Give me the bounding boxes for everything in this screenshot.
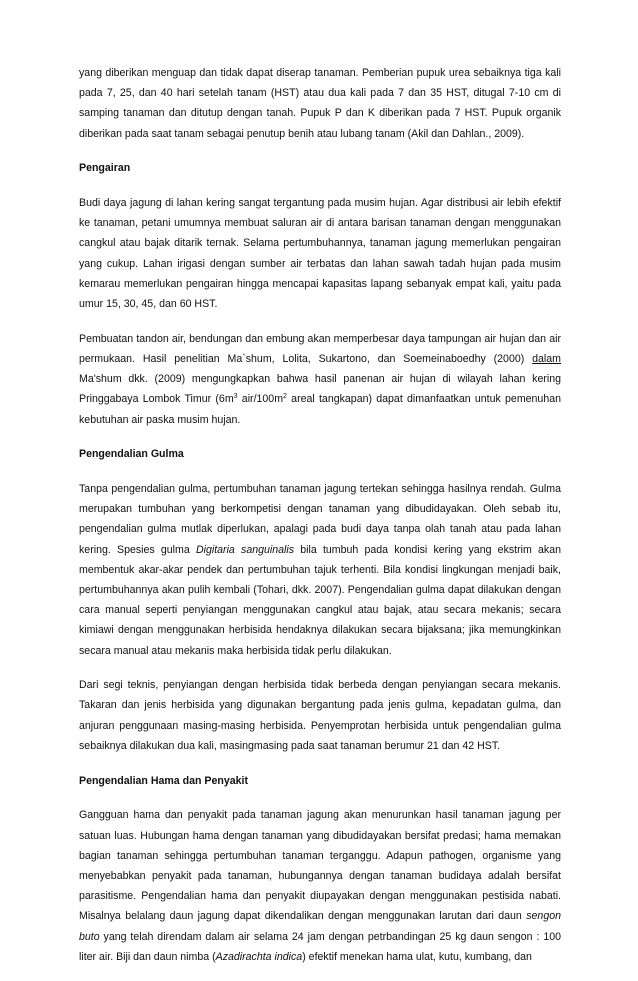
paragraph-pengairan: Budi daya jagung di lahan kering sangat tergantung pada musim hujan. Agar distribusi air lebih efektif ke tanaman, petani umumnya membuat saluran air di antara barisan tanaman dengan menggunakan cangkul atau bajak ditarik ternak. Selama pertumbuhannya, tanaman jagung memerlukan pengairan yang cukup. Lahan irigasi dengan sumber air terbatas dan lahan sawah tadah hujan pada musim kemarau memerlukan pengairan hingga mencapai kapasitas lapang sebanyak empat kali, yaitu pada umur 15, 30, 45, dan 60 HST. <box>79 197 561 311</box>
text-run: air/100m <box>237 393 284 406</box>
paragraph-hama-penyakit <box>79 805 561 967</box>
superscript: 3 <box>233 393 238 401</box>
heading-pengairan: Pengairan <box>79 162 131 175</box>
text-run: bila tumbuh pada kondisi kering yang ekstrim akan membentuk akar-akar pendek dan pertumbuhan tajuk terhenti. Bila kondisi lingkungan menjadi baik, pertumbuhannya akan pulih kembali (Tohari, dkk. 2007). Pengendalian gulma dapat dilakukan dengan cara manual seperti penyiangan menggunakan cangkul atau bajak, atau secara mekanis; secara kimiawi dengan menggunakan herbisida hendaknya dilakukan secara bijaksana; jika memungkinkan secara manual atau mekanis maka herbisida tidak perlu dilakukan. <box>79 543 561 657</box>
superscript: 2 <box>283 393 287 401</box>
document-body <box>79 63 561 981</box>
text-run: Tanpa pengendalian gulma, pertumbuhan tanaman jagung tertekan sehingga hasilnya rendah. Gulma merupakan tumbuhan yang berkompetisi dengan tanaman yang dibudidayakan. Oleh sebab itu, pengendalian gulma mutlak diperlukan, apalagi pada budi daya tanpa olah tanah atau pada lahan kering. Spesies gulma <box>79 482 561 556</box>
paragraph-herbisida: Dari segi teknis, penyiangan dengan herbisida tidak berbeda dengan penyiangan secara mekanis. Takaran dan jenis herbisida yang digunakan bergantung pada jenis gulma, kepadatan gulma, dan anjuran penggunaan masing-masing herbisida. Penyemprotan herbisida untuk pengendalian gulma sebaiknya dilakukan dua kali, masingmasing pada saat tanaman berumur 21 dan 42 HST. <box>79 679 561 752</box>
underlined-citation-word: dalam <box>532 352 561 365</box>
heading-pengendalian-gulma: Pengendalian Gulma <box>79 448 184 461</box>
text-run: Ma'shum dkk. (2009) mengungkapkan bahwa hasil panenan air hujan di wilayah lahan kering Pringgabaya Lombok Timur (6m <box>79 373 561 406</box>
text-run: yang telah direndam dalam air selama 24 jam dengan petrbandingan 25 kg daun sengon : 100 liter air. Biji dan daun nimba ( <box>79 930 561 963</box>
text-run: Pembuatan tandon air, bendungan dan embung akan memperbesar daya tampungan air hujan dan air permukaan. Hasil penelitian Ma`shum, Lolita, Sukartono, dan Soemeinaboedhy (2000) <box>79 332 561 365</box>
text-run: areal tangkapan) dapat dimanfaatkan untuk pemenuhan kebutuhan air paska musim hujan. <box>79 393 561 426</box>
paragraph-pupuk: yang diberikan menguap dan tidak dapat diserap tanaman. Pemberian pupuk urea sebaiknya tiga kali pada 7, 25, dan 40 hari setelah tanam (HST) atau dua kali pada 7 dan 35 HST, ditugal 7-10 cm di samping tanaman dan ditutup dengan tanah. Pupuk P dan K diberikan pada 7 HST. Pupuk organik diberikan pada saat tanam sebagai penutup benih atau lubang tanam (Akil dan Dahlan., 2009). <box>79 67 561 140</box>
text-run: ) efektif menekan hama ulat, kutu, kumbang, dan <box>302 950 532 963</box>
paragraph-tandon-air <box>79 329 561 430</box>
species-name-italic: Digitaria sanguinalis <box>195 543 295 556</box>
heading-hama-penyakit: Pengendalian Hama dan Penyakit <box>79 774 248 787</box>
paragraph-gulma <box>79 479 561 661</box>
plant-name-italic: sengon buto <box>79 910 561 943</box>
species-name-italic: Azadirachta indica <box>215 950 303 963</box>
text-run: Gangguan hama dan penyakit pada tanaman jagung akan menurunkan hasil tanaman jagung per satuan luas. Hubungan hama dengan tanaman yang dibudidayakan bersifat predasi; hama memakan bagian tanaman sehingga pertumbuhan tanaman terganggu. Adapun pathogen, organisme yang menyebabkan penyakit pada tanaman, hubungannya dengan tanaman budidaya adalah bersifat parasitisme. Pengendalian hama dan penyakit diupayakan dengan menggunakan pestisida nabati. Misalnya belalang daun jagung dapat dikendalikan dengan menggunakan larutan dari daun <box>79 809 561 923</box>
